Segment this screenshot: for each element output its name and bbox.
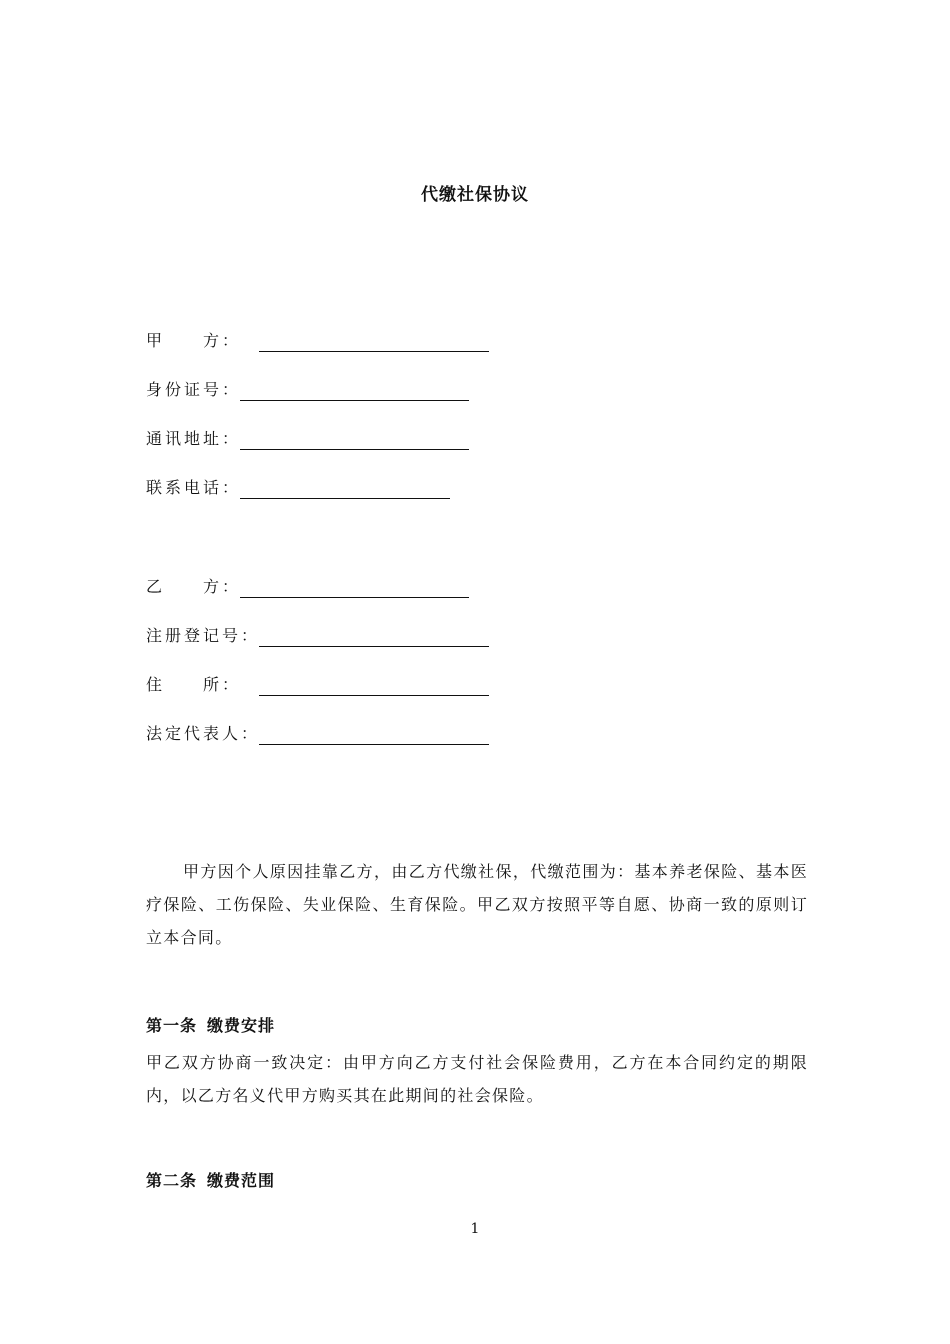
party-b-reg-field: [146, 625, 260, 649]
party-a-id-blank[interactable]: [240, 400, 469, 401]
party-b-reg-label: 注册登记号：: [146, 626, 261, 645]
article-1-title: 缴费安排: [207, 1016, 276, 1035]
article-2-heading: [146, 1168, 275, 1191]
party-a-address-label: 通讯地址：: [146, 429, 242, 448]
party-b-rep-label: 法定代表人：: [146, 724, 261, 743]
party-a-phone-blank[interactable]: [240, 498, 450, 499]
party-b-domicile-blank[interactable]: [259, 695, 489, 696]
party-a-name-blank[interactable]: [259, 351, 489, 352]
party-a-id-label: 身份证号：: [146, 380, 242, 399]
party-b-rep-field: [146, 723, 260, 747]
intro-paragraph: 甲方因个人原因挂靠乙方，由乙方代缴社保，代缴范围为：基本养老保险、基本医疗保险、工伤保险、失业保险、生育保险。甲乙双方按照平等自愿、协商一致的原则订立本合同。: [146, 862, 808, 947]
party-a-phone-label: 联系电话：: [146, 478, 242, 497]
article-1-body: 甲乙双方协商一致决定：由甲方向乙方支付社会保险费用，乙方在本合同约定的期限内，以乙方名义代甲方购买其在此期间的社会保险。: [146, 1053, 808, 1105]
article-2-title: 缴费范围: [207, 1171, 276, 1190]
party-b-domicile-field: [146, 674, 241, 698]
party-b-rep-blank[interactable]: [259, 744, 489, 745]
party-b-name-blank[interactable]: [240, 597, 469, 598]
party-b-domicile-label: 住 所：: [146, 675, 242, 694]
document-title: 代缴社保协议: [421, 185, 529, 205]
party-b-reg-blank[interactable]: [259, 646, 489, 647]
party-b-name-label: 乙 方：: [146, 577, 242, 596]
page-number: 1: [470, 1221, 480, 1237]
article-1-number: 第一条: [146, 1016, 198, 1035]
article-1-heading: [146, 1013, 275, 1036]
party-a-name-label: 甲 方：: [146, 331, 242, 350]
party-a-address-field: [146, 428, 241, 452]
party-a-phone-field: [146, 477, 241, 501]
article-2-number: 第二条: [146, 1171, 198, 1190]
party-a-name-field: [146, 330, 241, 354]
party-b-name-field: [146, 576, 241, 600]
party-a-id-field: [146, 379, 241, 403]
party-a-address-blank[interactable]: [240, 449, 469, 450]
